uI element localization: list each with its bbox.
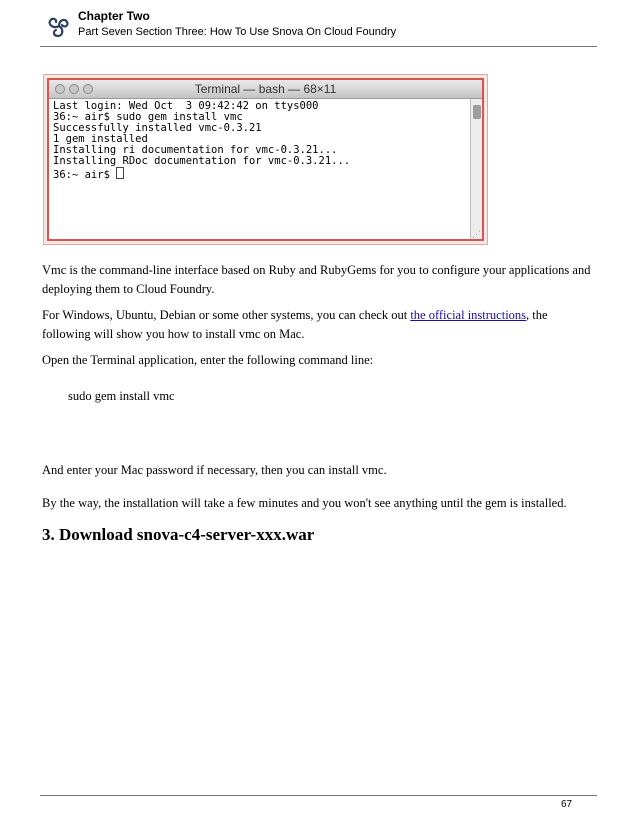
intro-paragraph: Vmc is the command-line interface based on Ruby and RubyGems for you to configure your applications and deploying them to Cloud Foundry. xyxy=(42,263,591,296)
terminal-line: 1 gem installed xyxy=(53,133,148,145)
section-heading: 3. Download snova-c4-server-xxx.war xyxy=(42,525,315,544)
triskelion-icon xyxy=(44,11,74,41)
page-number: 67 xyxy=(561,799,573,810)
cursor-icon xyxy=(116,167,124,179)
platform-text: For Windows, Ubuntu, Debian or some other systems, you can check out xyxy=(42,308,411,322)
official-instructions-link[interactable]: the official instructions xyxy=(410,308,527,322)
section-title: Part Seven Section Three: How To Use Snova On Cloud Foundry xyxy=(78,26,397,38)
terminal-prompt: 36:~ air$ xyxy=(53,169,117,181)
terminal-line: Last login: Wed Oct 3 09:42:42 on ttys000 xyxy=(53,100,319,112)
terminal-line: 36:~ air$ sudo gem install vmc xyxy=(53,111,243,123)
terminal-output xyxy=(49,99,470,239)
terminal-title: Terminal — bash — 68×11 xyxy=(194,82,337,96)
terminal-titlebar xyxy=(49,80,482,99)
note-paragraph: By the way, the installation will take a few minutes and you won't see anything until the gem is installed. xyxy=(42,496,567,510)
terminal-prompt-line xyxy=(53,167,466,181)
password-paragraph: And enter your Mac password if necessary, then you can install vmc. xyxy=(42,463,387,477)
terminal-line: Installing RDoc documentation for vmc-0.3.21... xyxy=(53,155,351,167)
scroll-thumb xyxy=(473,105,481,119)
terminal-line: Installing ri documentation for vmc-0.3.21... xyxy=(53,144,338,156)
footer-rule xyxy=(40,795,597,796)
page-header xyxy=(40,6,597,47)
install-command: sudo gem install vmc xyxy=(68,389,175,403)
terminal-line: Successfully installed vmc-0.3.21 xyxy=(53,122,262,134)
platform-paragraph xyxy=(42,306,599,343)
open-terminal-paragraph: Open the Terminal application, enter the following command line: xyxy=(42,353,374,367)
terminal-scrollbar xyxy=(470,99,482,239)
resize-grip-icon: ⋰ xyxy=(472,229,481,239)
chapter-title: Chapter Two xyxy=(78,9,150,23)
terminal-window xyxy=(47,78,484,241)
platform-text-end: , the following will show you how to install vmc on Mac. xyxy=(42,308,548,341)
terminal-screenshot xyxy=(43,74,488,245)
